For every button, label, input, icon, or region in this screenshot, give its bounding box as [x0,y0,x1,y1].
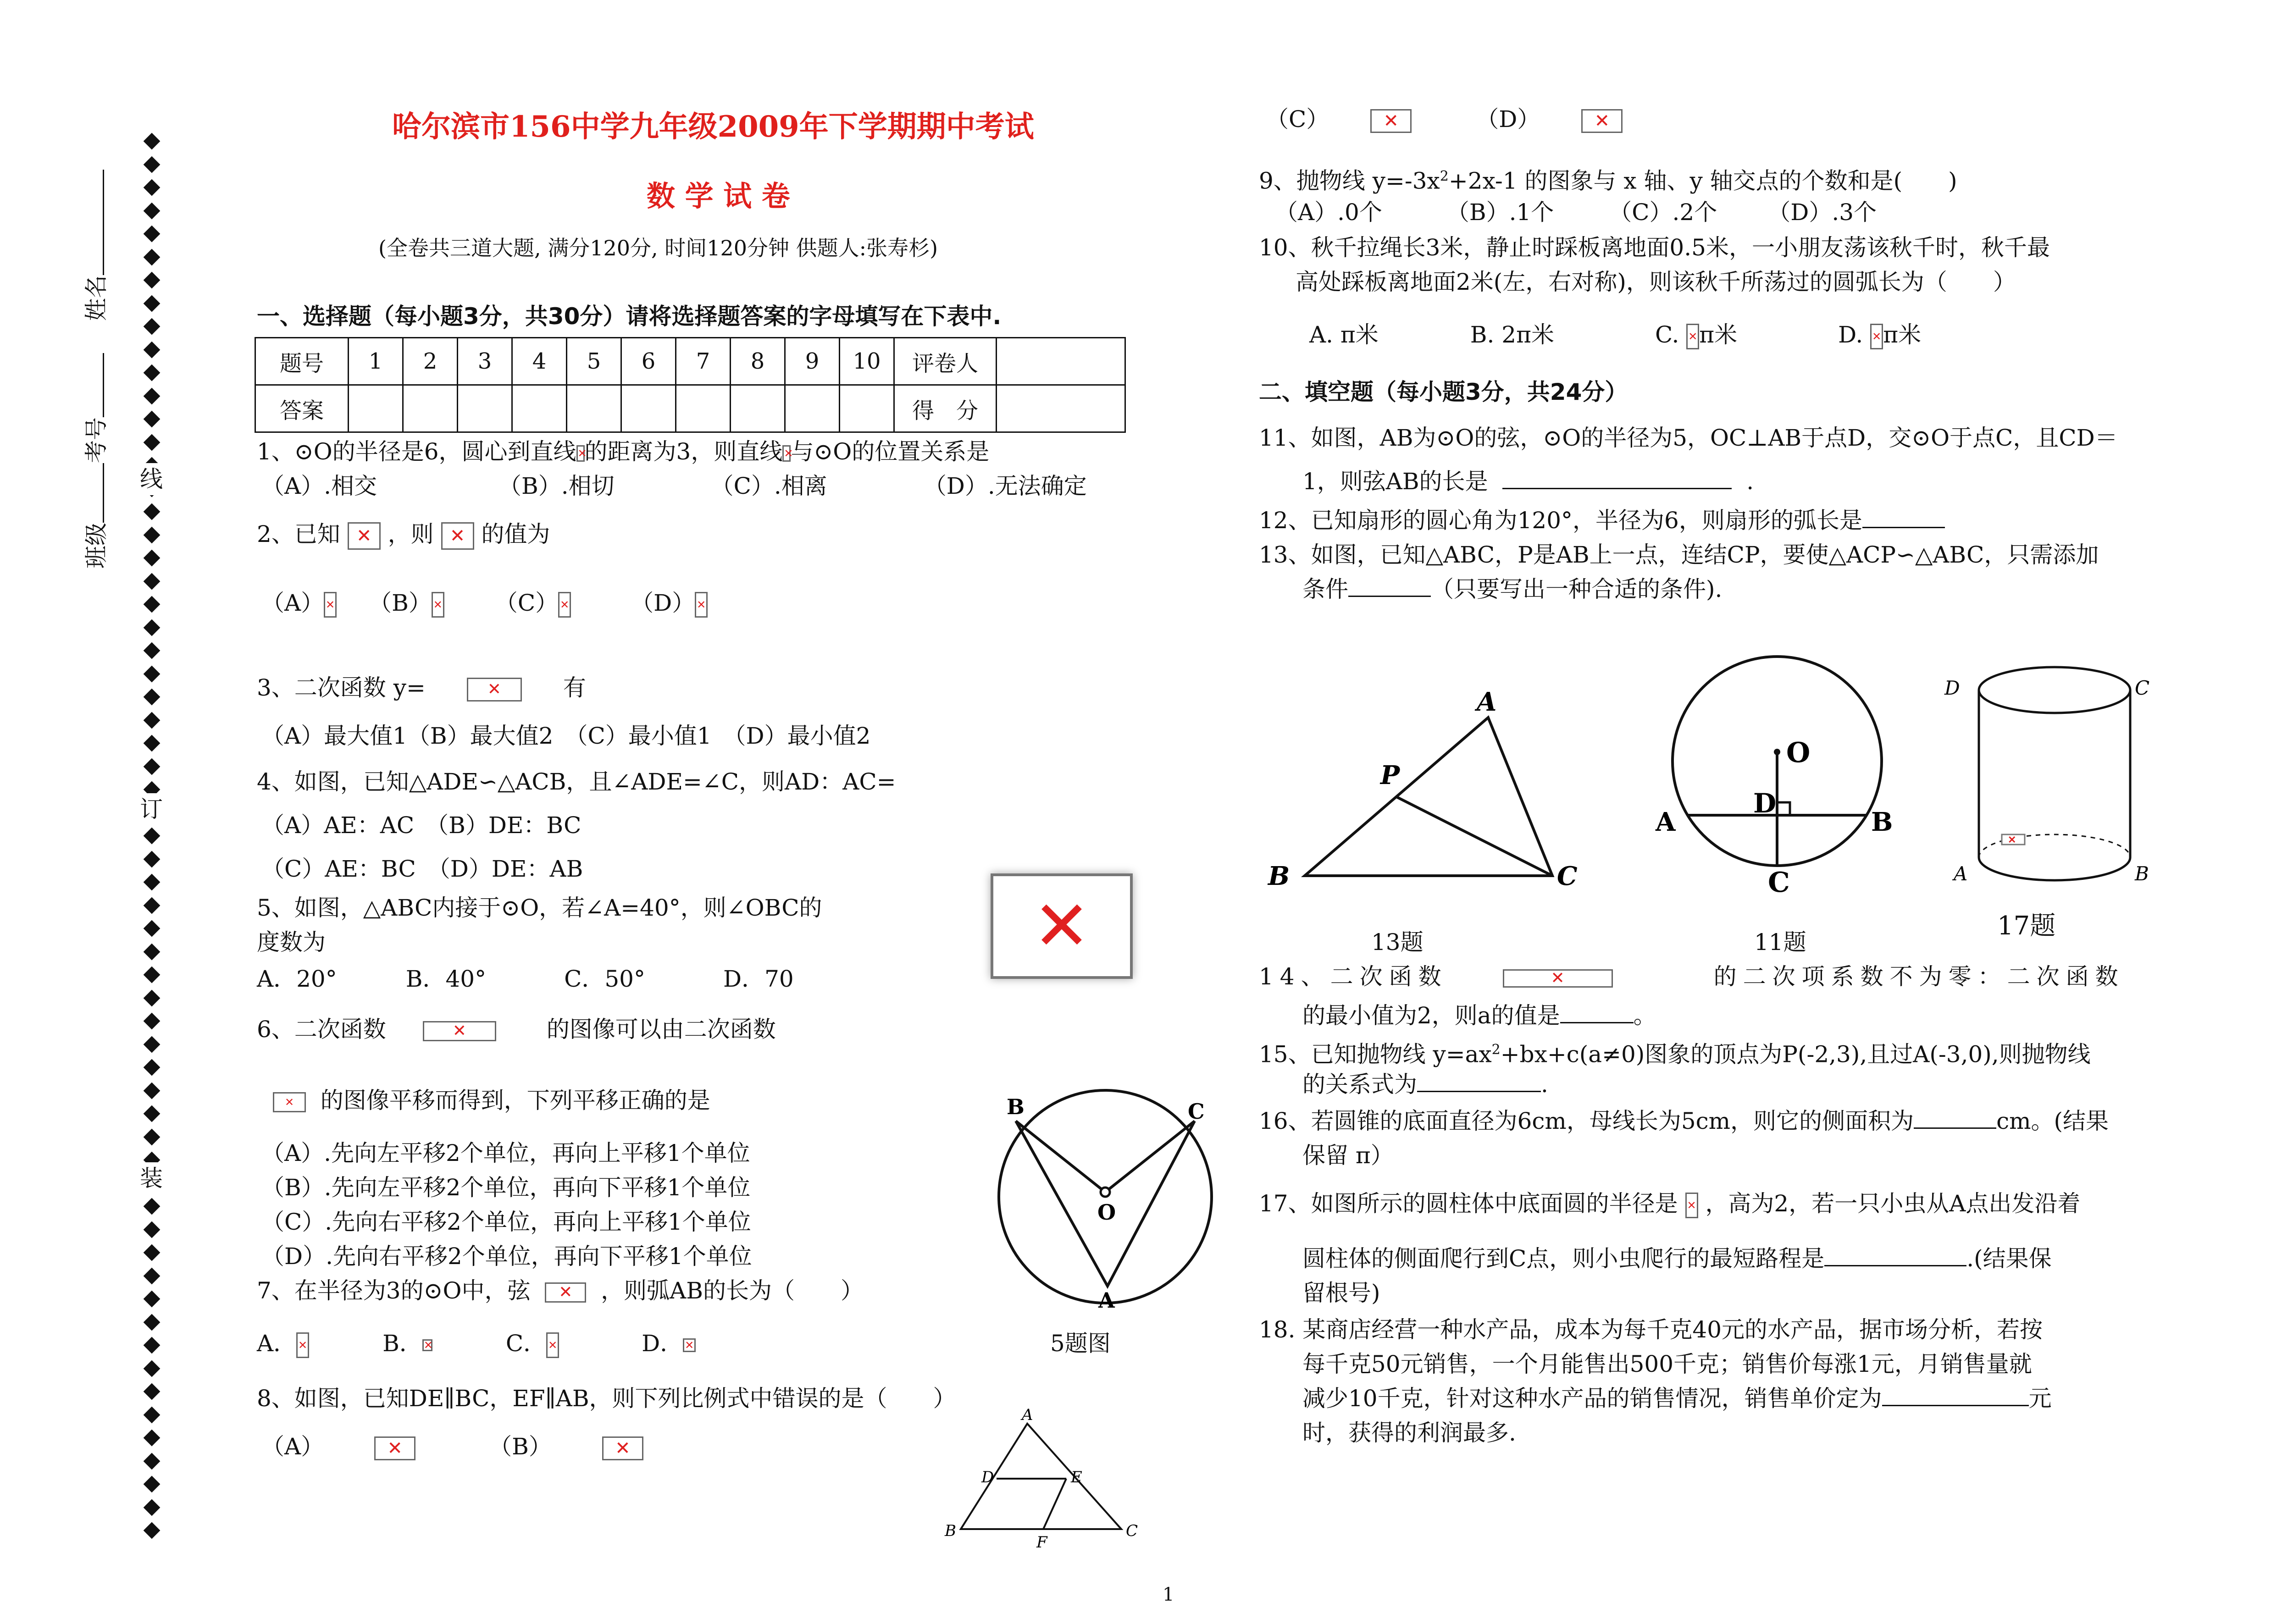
binding-diamond [144,1406,161,1423]
binding-diamond [144,318,161,335]
binding-diamond [144,712,161,729]
binding-diamond [144,1453,161,1469]
question-15-cont: 的关系式为 . [1302,1068,1548,1100]
answer-cell[interactable] [785,385,840,432]
fig17-label-d: D [1944,677,1960,699]
q1-options: （A）.相交 （B）.相切 （C）.相离 （D）.无法确定 [261,473,1087,499]
figure-13 [1259,683,1603,899]
fig5-label-b: B [1007,1094,1025,1119]
q6-option-b: （B）.先向左平移2个单位，再向下平移1个单位 [261,1174,751,1201]
missing-image-icon [1685,1193,1698,1218]
binding-diamond [144,434,161,451]
missing-image-icon [273,1092,306,1112]
missing-image-icon [1503,969,1613,988]
binding-bind-char: 装 [140,1162,163,1194]
binding-order-char: 订 [140,793,163,825]
question-13-cont: 条件 （只要写出一种合适的条件). [1302,573,1722,605]
missing-image-icon [348,522,381,550]
fig8-label-a: A [1022,1406,1033,1424]
binding-diamond [144,550,161,567]
answer-cell[interactable] [621,385,676,432]
fig11-label-b: B [1871,807,1893,837]
q9-options: （A）.0个 （B）.1个 （C）.2个 （D）.3个 [1275,199,1877,226]
binding-diamond [144,1337,161,1354]
q7-options: A．✕ B．✕ C．✕ D．✕ [257,1327,696,1359]
binding-diamond [144,1198,161,1215]
figure-5 [986,1087,1224,1316]
fig5-label-o: O [1097,1200,1116,1225]
binding-diamond [144,689,161,706]
binding-diamond [144,1360,161,1377]
answer-table [255,337,1126,433]
missing-image-icon [423,1021,496,1041]
exam-title: 哈尔滨市156中学九年级2009年下学期期中考试 [392,110,1034,144]
exam-no-label: 考号 [78,353,111,463]
question-17-cont: 圆柱体的侧面爬行到C点，则小虫爬行的最短路程是 .(结果保 [1302,1243,2052,1275]
missing-image-icon [782,445,791,462]
q6-option-a: （A）.先向左平移2个单位，再向上平移1个单位 [261,1140,750,1166]
table-number: 10 [840,338,894,385]
table-number: 3 [458,338,512,385]
fig17-caption: 17题 [1997,911,2056,941]
binding-diamond [144,1105,161,1122]
missing-image-icon [558,592,571,618]
binding-diamond [144,1221,161,1238]
binding-diamond [144,967,161,983]
table-grader-cell[interactable] [997,338,1125,385]
question-5: 5、如图，△ABC内接于⊙O，若∠A=40°，则∠OBC的 [257,895,822,921]
table-number: 5 [567,338,621,385]
missing-image-icon [683,1338,696,1352]
q4-options-row2: （C）AE：BC （D）DE：AB [261,856,583,882]
fig5-label-a: A [1098,1288,1115,1313]
binding-diamond [144,156,161,173]
binding-diamond [144,828,161,845]
table-number: 8 [731,338,785,385]
binding-diamond [144,1128,161,1145]
fig13-label-c: C [1557,861,1578,891]
fig13-label-b: B [1268,861,1290,891]
missing-image-icon [602,1436,643,1460]
missing-image-icon [422,1339,432,1351]
binding-diamond [144,1499,161,1516]
fig8-label-e: E [1071,1468,1082,1486]
class-label: 班级 [78,463,111,569]
binding-diamond [144,573,161,590]
question-16-cont: 保留 π） [1302,1142,1394,1169]
missing-image-icon [296,1332,309,1358]
fig11-label-c: C [1768,867,1790,899]
answer-cell[interactable] [512,385,567,432]
fig5-label-c: C [1188,1099,1205,1124]
question-14: 14、二次函数✕ 的二次项系数不为零：二次函数 [1259,961,2125,993]
binding-diamond [144,526,161,543]
figure-11 [1642,642,1917,903]
fig11-label-d: D [1753,788,1777,819]
binding-diamond [144,272,161,289]
missing-image-icon [441,522,474,550]
q4-options-row1: （A）AE：AC （B）DE：BC [261,812,582,839]
binding-diamond [144,596,161,613]
binding-diamond [144,249,161,265]
question-15: 15、已知抛物线 $y=ax^2+bx+c(a\ne 0)$图象的顶点为P(-2,3),且过A(-3,0),则抛物线 [1259,1041,2091,1068]
question-4: 4、如图，已知△ADE∽△ACB，且∠ADE=∠C，则AD：AC= [257,768,896,795]
score-cell[interactable] [997,385,1125,432]
binding-diamond [144,295,161,312]
missing-image-icon [467,678,522,702]
missing-image-icon: ✕ [2008,834,2016,846]
question-18-line4: 时，获得的利润最多. [1302,1420,1516,1446]
binding-diamond [144,1314,161,1331]
question-13: 13、如图，已知△ABC，P是AB上一点，连结CP，要使△ACP∽△ABC，只需添加 [1259,541,2099,568]
question-6: 6、二次函数✕ 的图像可以由二次函数 [257,1013,776,1045]
binding-diamond [144,1059,161,1076]
binding-diamond [144,179,161,196]
binding-diamond [144,1522,161,1539]
fig13-caption: 13题 [1371,929,1423,956]
answer-cell[interactable] [840,385,894,432]
question-8: 8、如图，已知DE∥BC，EF∥AB，则下列比例式中错误的是（ ） [257,1385,956,1412]
binding-diamond [144,758,161,775]
fig17-label-b: B [2135,862,2149,885]
missing-image-icon [1870,324,1883,349]
table-head-number: 题号 [255,338,349,385]
question-16: 16、若圆锥的底面直径为6cm，母线长为5cm，则它的侧面积为 cm。(结果 [1259,1105,2109,1137]
binding-diamond [144,1036,161,1053]
answer-cell[interactable] [458,385,512,432]
missing-image-icon [432,592,444,618]
question-18-line3: 减少10千克，针对这种水产品的销售情况，销售单价定为 元 [1302,1382,2052,1414]
table-grader: 评卷人 [894,338,997,385]
missing-image-icon [546,1332,559,1358]
table-score: 得 分 [894,385,997,432]
missing-image-icon [1686,324,1699,349]
binding-diamond [144,365,161,381]
binding-diamond [144,411,161,428]
binding-diamond [144,1291,161,1308]
binding-diamond [144,1476,161,1493]
question-9: 9、抛物线 $y=-3x^2+2x-1$ 的图象与 x 轴、y 轴交点的个数和是( ) [1259,167,1957,194]
q3-options: （A）最大值1（B）最大值2 （C）最小值1 （D）最小值2 [261,723,871,749]
q8-options-ab: （A）✕ （B）✕ [261,1431,643,1463]
question-5-cont: 度数为 [257,929,326,956]
missing-image-icon [324,592,337,618]
section1-heading: 一、选择题（每小题3分，共30分）请将选择题答案的字母填写在下表中. [257,303,1002,330]
binding-diamond [144,226,161,243]
binding-diamond [144,1013,161,1030]
binding-diamond [144,851,161,867]
binding-diamond [144,1267,161,1284]
fig11-label-o: O [1786,737,1811,769]
q8-options-cd: （C）✕ （D）✕ [1266,103,1623,135]
binding-diamond [144,943,161,960]
q2-options: （A）✕ （B）✕ （C）✕ （D）✕ [261,587,708,619]
missing-image-icon [374,1436,415,1460]
missing-image-icon [545,1282,586,1303]
fig8-label-b: B [945,1522,956,1540]
missing-image-icon [576,445,585,462]
binding-diamond [144,989,161,1006]
table-number: 9 [785,338,840,385]
fig11-caption: 11题 [1754,929,1806,956]
question-18: 18. 某商店经营一种水产品，成本为每千克40元的水产品，据市场分析，若按 [1259,1316,2043,1343]
question-3: 3、二次函数 y=✕ 有 [257,672,586,704]
table-head-answer: 答案 [255,385,349,432]
table-number: 6 [621,338,676,385]
binding-diamond [144,1430,161,1447]
question-11-cont: 1，则弦AB的长是 . [1302,465,1754,497]
question-10-cont: 高处踩板离地面2米(左，右对称)，则该秋千所荡过的圆弧长为（ ） [1296,269,2016,295]
q5-missing-image [991,873,1133,979]
binding-diamond [144,642,161,659]
question-2: 2、已知 ✕ ，则 ✕ 的值为 [257,518,550,550]
question-7: 7、在半径为3的⊙O中，弦 ✕ ，则弧AB的长为（ ） [257,1275,864,1307]
answer-cell[interactable] [349,385,403,432]
binding-diamond [144,133,161,150]
question-18-line2: 每千克50元销售，一个月能售出500千克；销售价每涨1元，月销售量就 [1302,1351,2032,1377]
table-number: 4 [512,338,567,385]
binding-diamond [144,920,161,937]
binding-diamond [144,619,161,636]
fig13-label-a: A [1477,687,1497,717]
answer-cell[interactable] [676,385,731,432]
fig13-label-p: P [1380,760,1400,790]
answer-cell[interactable] [567,385,621,432]
figure-17 [1940,660,2169,899]
binding-diamond [144,503,161,520]
binding-diamond [144,897,161,914]
table-number: 7 [676,338,731,385]
binding-diamond [144,387,161,404]
question-17: 17、如图所示的圆柱体中底面圆的半径是 ✕ ，高为2，若一只小虫从A点出发沿着 [1259,1188,2080,1220]
binding-diamond [144,735,161,752]
table-number: 1 [349,338,403,385]
answer-cell[interactable] [731,385,785,432]
question-10: 10、秋千拉绳长3米，静止时踩板离地面0.5米，一小朋友荡该秋千时，秋千最 [1259,234,2050,261]
binding-line-char: 线 [140,463,163,495]
q6-option-d: （D）.先向右平移2个单位，再向下平移1个单位 [261,1243,752,1270]
question-17-cont2: 留根号) [1302,1280,1380,1306]
binding-diamond [144,1383,161,1400]
q6-option-c: （C）.先向右平移2个单位，再向上平移1个单位 [261,1209,751,1235]
figure-8 [938,1405,1149,1557]
q10-options: A. π米 B. 2π米 C. ✕ π米 D. ✕ π米 [1309,319,1921,351]
table-number: 2 [403,338,458,385]
binding-diamond [144,1082,161,1099]
fig5-caption: 5题图 [1050,1330,1111,1357]
missing-image-icon [1581,109,1623,133]
question-1: 1、⊙O的半径是6，圆心到直线✕ 的距离为3，则直线✕ 与⊙O的位置关系是 [257,436,989,468]
exam-note: (全卷共三道大题, 满分120分, 时间120分钟 供题人:张寿杉) [378,236,938,260]
binding-diamond [144,665,161,682]
fig8-label-d: D [981,1468,994,1486]
exam-subtitle: 数 学 试 卷 [647,179,790,213]
binding-diamond [144,341,161,358]
missing-image-icon [1370,109,1412,133]
binding-diamond [144,874,161,891]
missing-image-icon [695,592,708,618]
question-6-cont: ✕ 的图像平移而得到，下列平移正确的是 [273,1084,710,1116]
missing-image-icon [991,873,1133,979]
binding-diamond [144,202,161,219]
name-label: 姓名 [78,170,111,321]
binding-diamond [144,1244,161,1261]
answer-cell[interactable] [403,385,458,432]
question-14-cont: 的最小值为2，则a的值是 。 [1302,1000,1656,1032]
fig17-label-a: A [1954,862,1968,885]
question-11: 11、如图，AB为⊙O的弦，⊙O的半径为5，OC⊥AB于点D，交⊙O于点C，且CD＝ [1259,425,2118,451]
page-number: 1 [1163,1584,1174,1605]
section2-heading: 二、填空题（每小题3分，共24分） [1259,379,1628,405]
fig11-label-a: A [1656,807,1676,837]
fig8-label-c: C [1126,1522,1138,1540]
question-12: 12、已知扇形的圆心角为120°，半径为6，则扇形的弧长是 [1259,504,1945,536]
fig8-label-f: F [1036,1533,1047,1552]
q5-options: A．20° B．40° C．50° D．70 [257,966,794,992]
fig17-label-c: C [2135,677,2150,699]
